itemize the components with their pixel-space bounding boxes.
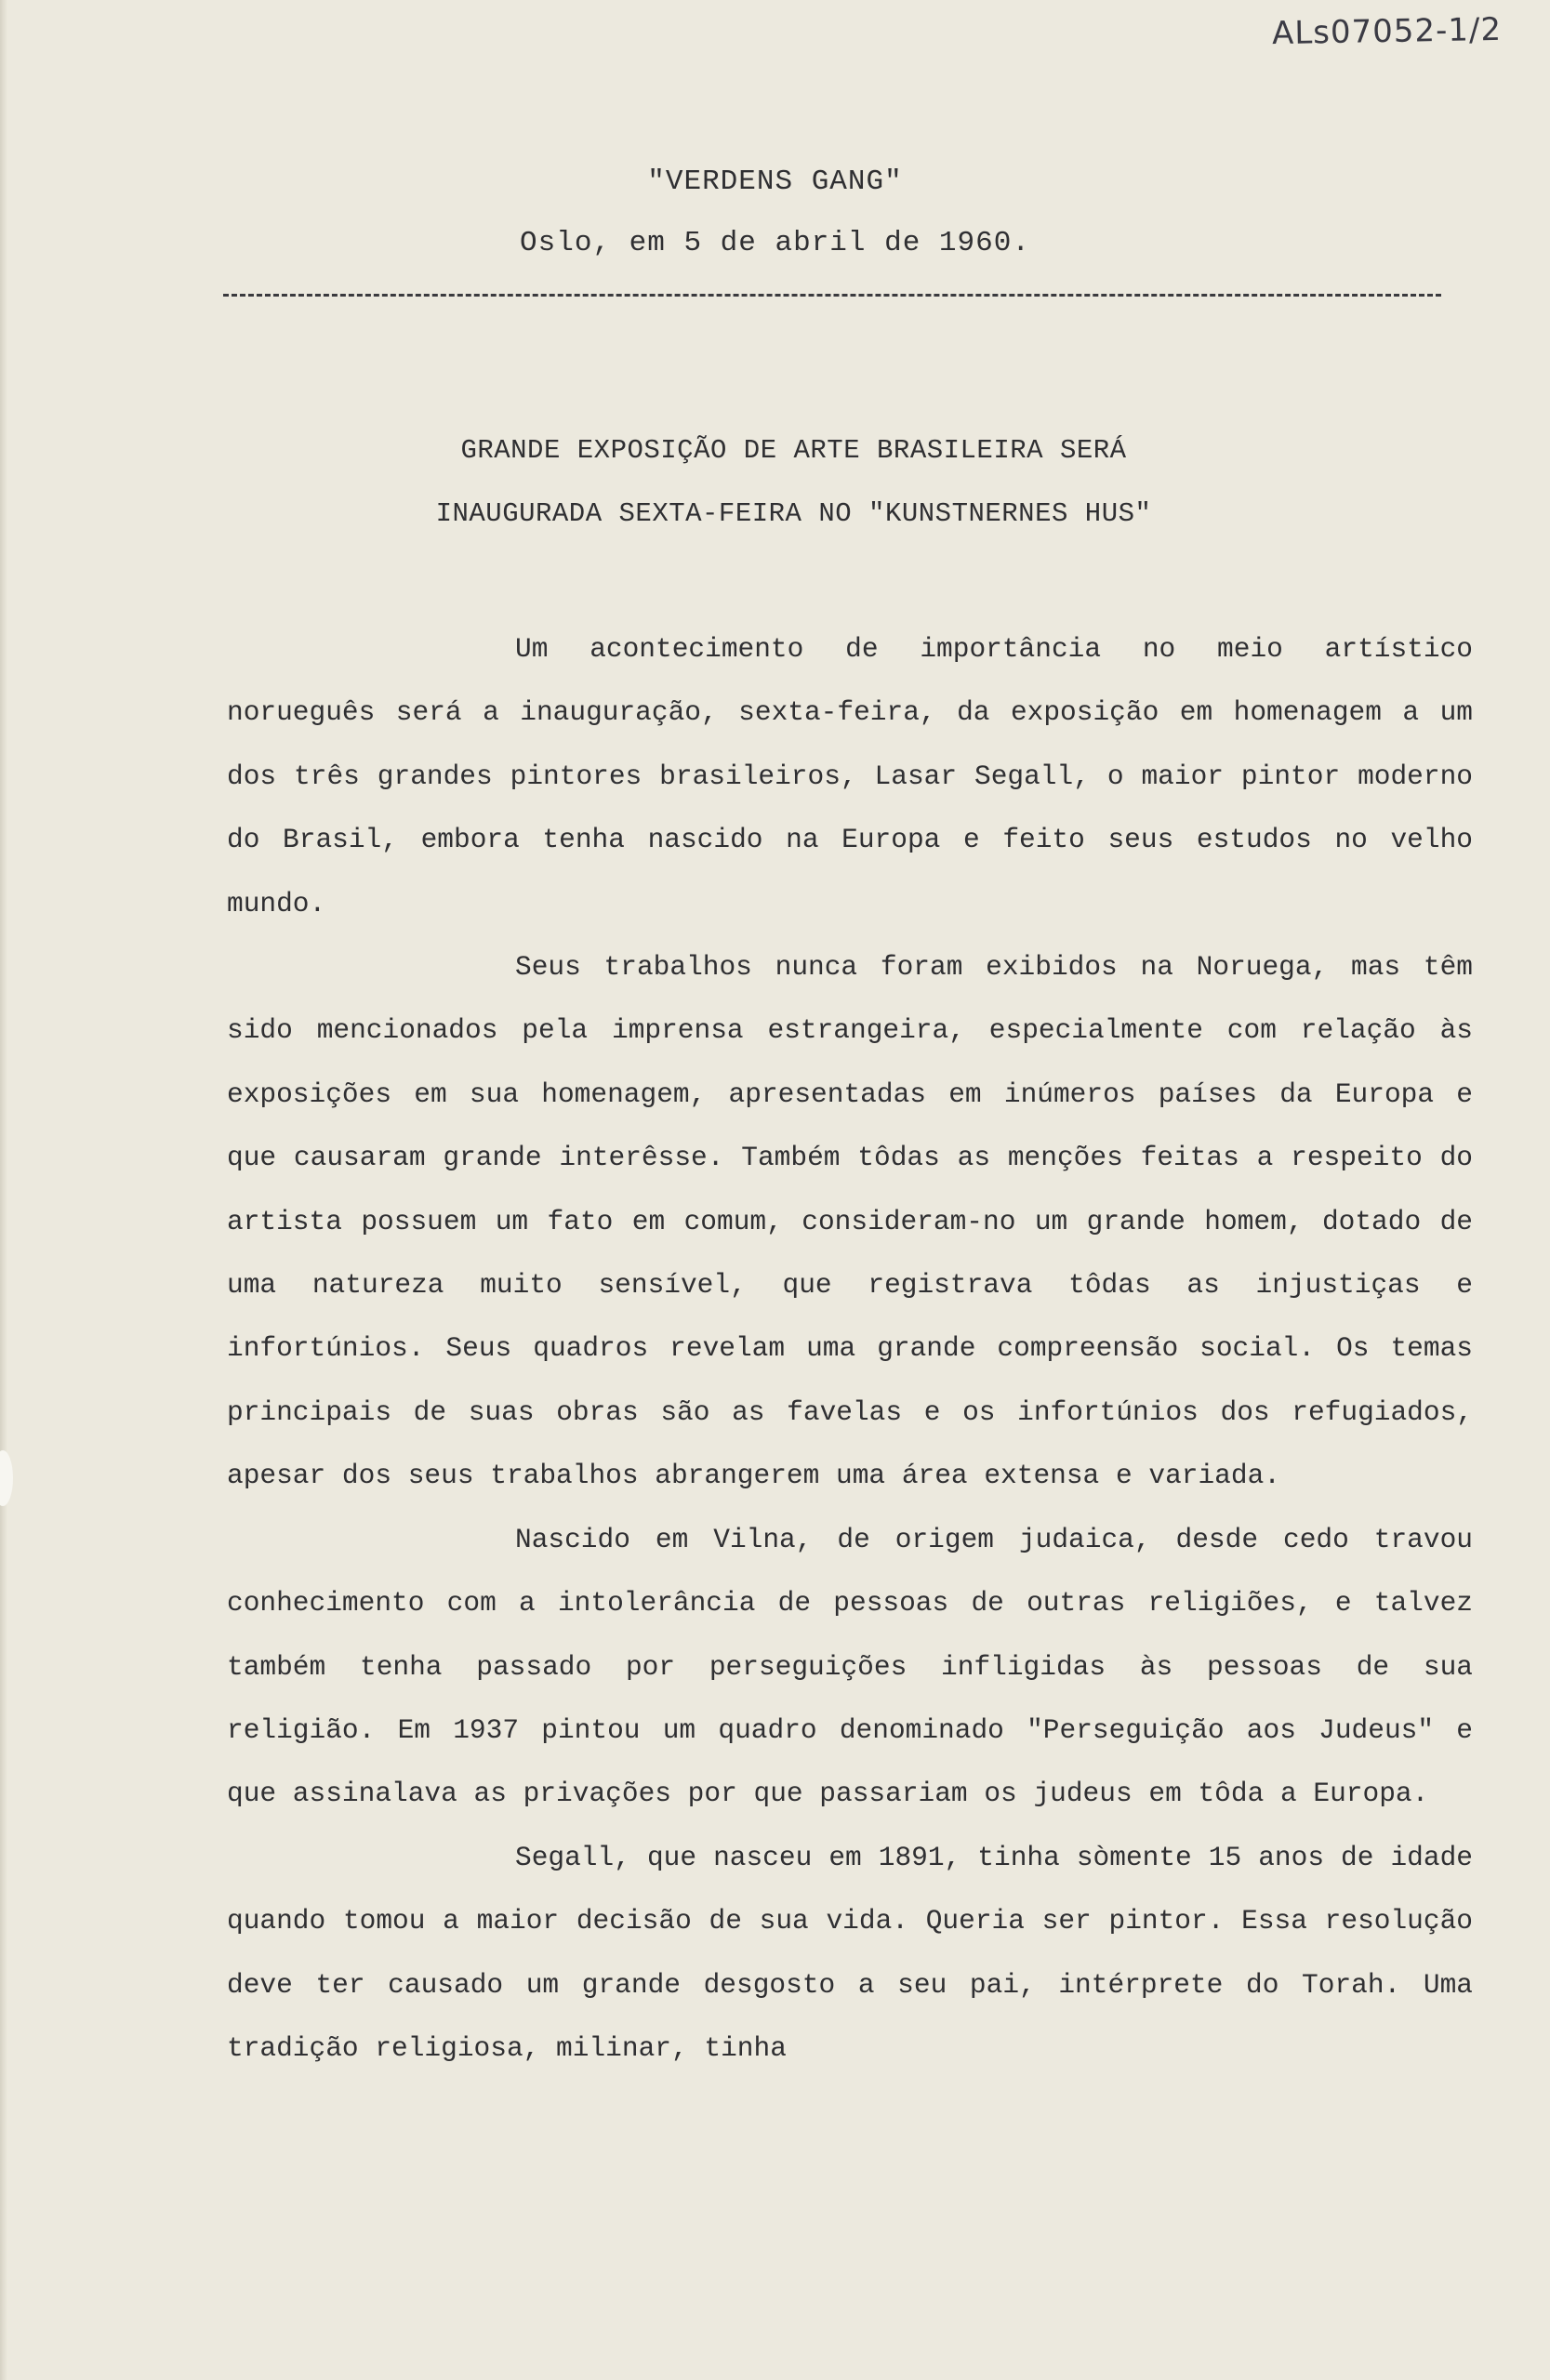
article-body bbox=[227, 617, 1473, 2080]
page-edge-shadow bbox=[0, 0, 7, 2380]
paragraph-1: Um acontecimento de importância no meio artístico norueguês será a inauguração, sexta-feira, da exposição em homenagem a um dos três grandes pintores brasileiros, Lasar Segall, o maior pintor moderno do Brasil, embora tenha nascido na Europa e feito seus estudos no velho mundo. bbox=[227, 633, 1473, 919]
dashed-separator bbox=[223, 294, 1441, 297]
paragraph-2: Seus trabalhos nunca foram exibidos na Noruega, mas têm sido mencionados pela imprensa estrangeira, especialmente com relação às exposições em sua homenagem, apresentadas em inúmeros países da Europa e que causaram grande interêsse. Também tôdas as menções feitas a respeito do artista possuem um fato em comum, consideram-no um grande homem, dotado de uma natureza muito sensível, que registrava tôdas as injustiças e infortúnios. Seus quadros revelam uma grande compreensão social. Os temas principais de suas obras são as favelas e os infortúnios dos refugiados, apesar dos seus trabalhos abrangerem uma área extensa e variada. bbox=[227, 951, 1473, 1492]
paragraph-4: Segall, que nasceu em 1891, tinha sòmente 15 anos de idade quando tomou a maior decisão de sua vida. Queria ser pintor. Essa resolução deve ter causado um grande desgosto a seu pai, intérprete do Torah. Uma tradição religiosa, milinar, tinha bbox=[227, 1841, 1473, 2064]
publication-name: "VERDENS GANG" bbox=[647, 165, 903, 198]
headline-line-2: INAUGURADA SEXTA-FEIRA NO "KUNSTNERNES HUS" bbox=[435, 498, 1152, 529]
archive-code: ALs07052-1/2 bbox=[1271, 10, 1503, 53]
paragraph-3: Nascido em Vilna, de origem judaica, desde cedo travou conhecimento com a intolerância de pessoas de outras religiões, e talvez também tenha passado por perseguições infligidas às pessoas de sua religião. Em 1937 pintou um quadro denominado "Perseguição aos Judeus" e que assinalava as privações por que passariam os judeus em tôda a Europa. bbox=[227, 1523, 1473, 1810]
place-and-date: Oslo, em 5 de abril de 1960. bbox=[520, 227, 1030, 259]
headline-line-1: GRANDE EXPOSIÇÃO DE ARTE BRASILEIRA SERÁ bbox=[460, 435, 1127, 466]
punch-hole bbox=[0, 1450, 13, 1506]
